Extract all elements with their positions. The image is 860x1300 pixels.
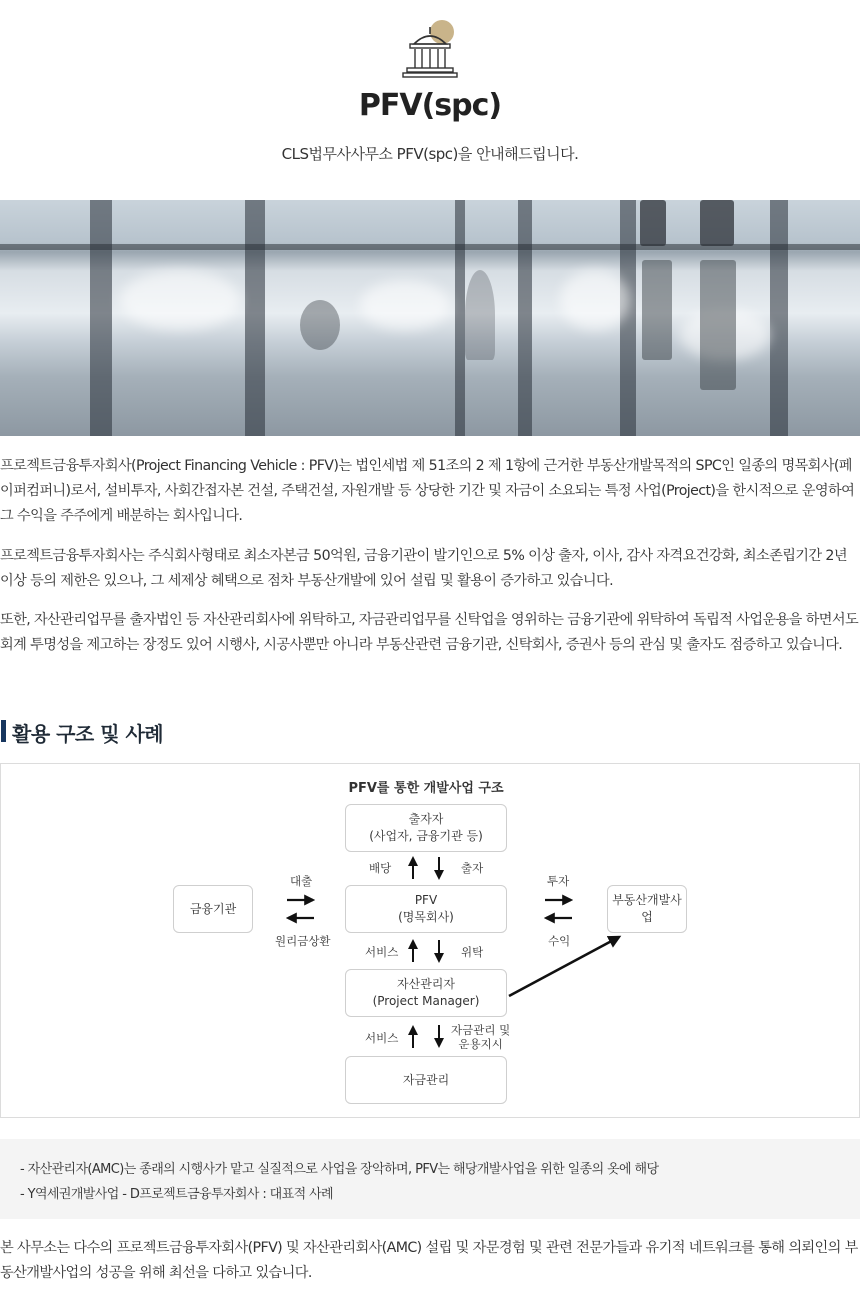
- investor-node: [345, 804, 507, 852]
- intro-paragraph-3: 또한, 자산관리업무를 출자법인 등 자산관리회사에 위탁하고, 자금관리업무를 신탁업을 영위하는 금융기관에 위탁하여 독립적 사업운용을 하면서도 회계 투명성을 제고하는 장정도 있어 시행사, 시공사뿐만 아니라 부동산관련 금융기관, 신탁회사, 증권사 등의 관심 및 출자도 점증하고 있습니다.: [0, 612, 859, 653]
- note-item: - 자산관리자(AMC)는 종래의 시행사가 맡고 실질적으로 사업을 장악하며, PFV는 해당개발사업을 위한 일종의 옷에 해당: [20, 1162, 659, 1177]
- note-item: - Y역세권개발사업 - D프로젝트금융투자회사 : 대표적 사례: [20, 1187, 333, 1202]
- notes-box: [0, 1139, 860, 1219]
- pfv-label: PFV: [414, 893, 438, 907]
- intro-paragraph-1: 프로젝트금융투자회사(Project Financing Vehicle : PFV)는 법인세법 제 51조의 2 제 1항에 근거한 부동산개발목적의 SPC인 일종의 명목회사(페이퍼컴퍼니)로서, 설비투자, 사회간접자본 건설, 주택건설, 자원개발 등 상당한 기간 및 자금이 소요되는 특정 사업(Project)을 한시적으로 운영하여 그 수익을 주주에게 배분하는 회사입니다.: [0, 458, 855, 524]
- pfv-node: [345, 885, 507, 933]
- fund-management-label: 자금관리: [402, 1072, 450, 1087]
- real-estate-project-node: [607, 885, 687, 933]
- investor-sublabel: (사업자, 금융기관 등): [369, 829, 483, 843]
- invest-label: 투자: [547, 874, 570, 888]
- repayment-label: 원리금상환: [275, 934, 331, 948]
- intro-paragraph-2: 프로젝트금융투자회사는 주식회사형태로 최소자본금 50억원, 금융기관이 발기인으로 5% 이상 출자, 이사, 감사 자격요건강화, 최소존립기간 2년 이상 등의 제한은 있으나, 그 세제상 혜택으로 점차 부동산개발에 있어 설립 및 활용이 증가하고 있습니다.: [0, 548, 847, 589]
- fund-management-node: [345, 1056, 507, 1104]
- page-subtitle: CLS법무사사무소 PFV(spc)을 안내해드립니다.: [281, 145, 579, 163]
- consign-label: 위탁: [461, 945, 484, 959]
- loan-label: 대출: [290, 874, 313, 888]
- service-label-2: 서비스: [365, 1031, 399, 1045]
- pfv-sublabel: (명목회사): [398, 910, 454, 924]
- asset-manager-label: 자산관리자: [397, 977, 455, 991]
- financial-institution-label: 금융기관: [189, 901, 237, 916]
- section-title: 활용 구조 및 사례: [0, 718, 163, 744]
- hero-image: [0, 200, 860, 436]
- real-estate-project-label: 부동산개발사업: [612, 893, 682, 924]
- asset-manager-sublabel: (Project Manager): [372, 994, 480, 1008]
- revenue-label: 수익: [548, 934, 571, 948]
- closing-paragraph: 본 사무소는 다수의 프로젝트금융투자회사(PFV) 및 자산관리회사(AMC) 설립 및 자문경험 및 관련 전문가들과 유기적 네트워크를 통해 의뢰인의 부동산개발사업의 성공을 위해 최선을 다하고 있습니다.: [0, 1240, 858, 1281]
- investment-label: 출자: [461, 861, 484, 875]
- asset-manager-node: [345, 969, 507, 1017]
- investor-label: 출자자: [408, 812, 444, 826]
- page-header: [0, 0, 860, 200]
- dividend-label: 배당: [369, 861, 392, 875]
- fund-management-instruction-label: 자금관리 및 운용지시: [451, 1023, 511, 1051]
- structure-diagram: [0, 763, 860, 1118]
- service-label-1: 서비스: [365, 945, 399, 959]
- diagram-title: PFV를 통한 개발사업 구조: [348, 781, 504, 796]
- financial-institution-node: [173, 885, 253, 933]
- page-title: PFV(spc): [358, 88, 502, 123]
- courthouse-icon: [400, 18, 460, 80]
